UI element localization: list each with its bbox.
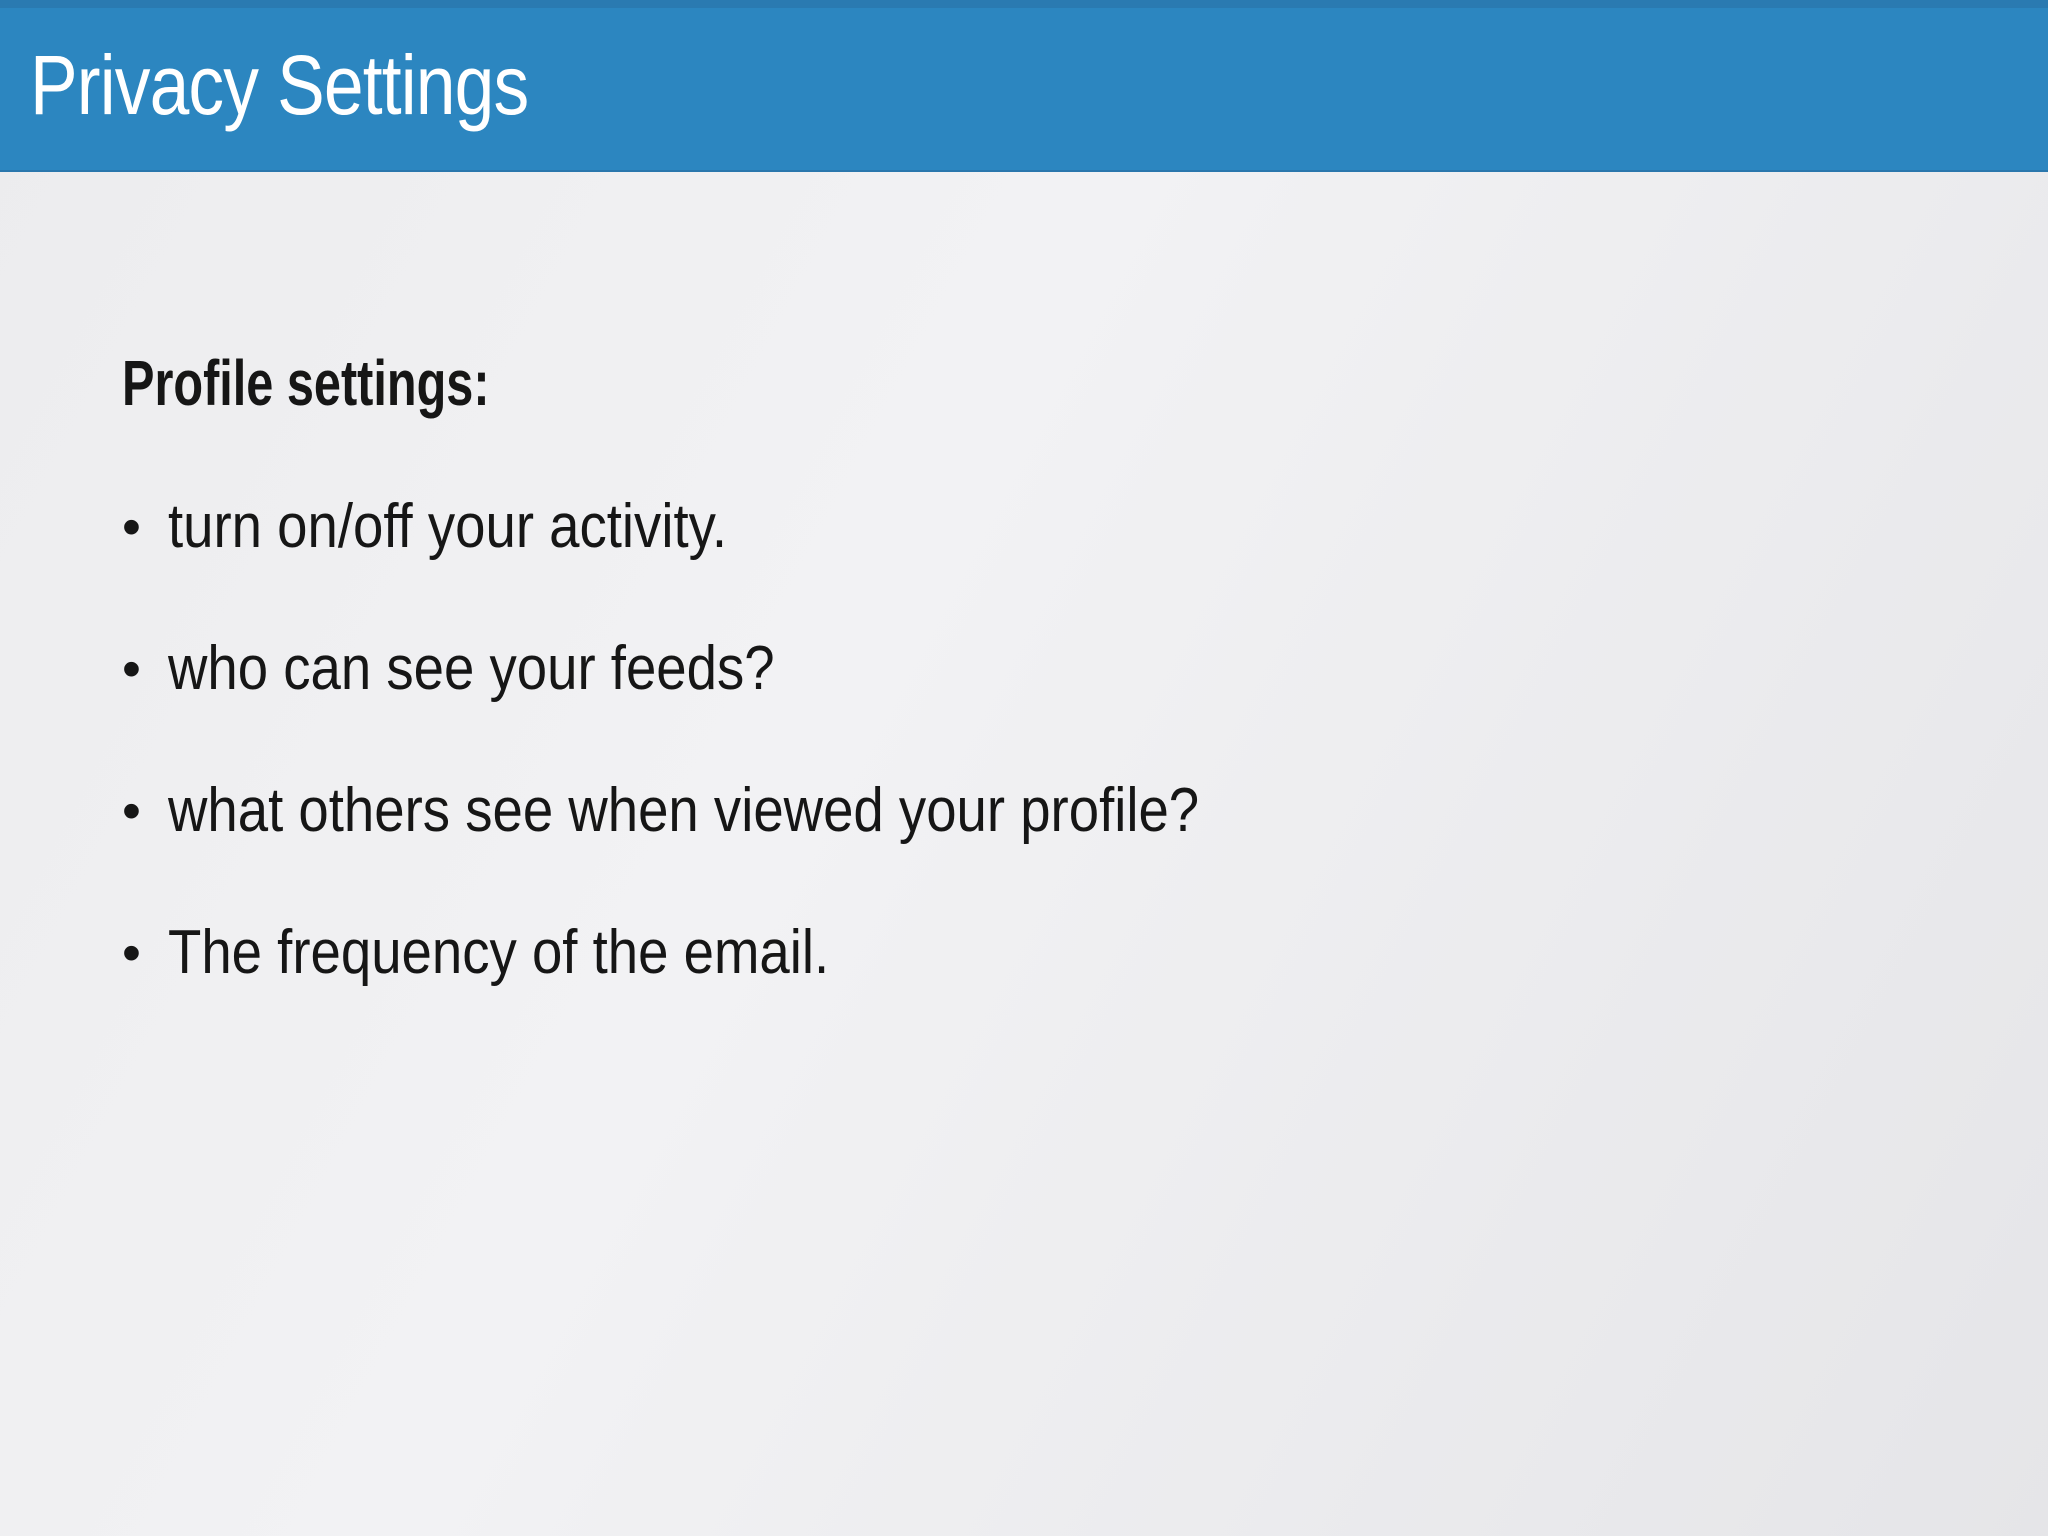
slide-body [122, 348, 1968, 1060]
bullet-item [122, 918, 1968, 988]
bullet-item [122, 634, 1968, 704]
page-title [30, 0, 616, 170]
section-heading-text: Profile settings: [122, 347, 490, 419]
section-heading [122, 348, 1968, 418]
bullet-marker: • [122, 923, 141, 983]
bullet-marker: • [122, 497, 141, 557]
bullet-text: what others see when viewed your profile? [168, 776, 1200, 845]
bullet-marker: • [122, 639, 141, 699]
bullet-text: The frequency of the email. [168, 918, 830, 987]
bullet-item [122, 776, 1968, 846]
bullet-text: turn on/off your activity. [168, 492, 728, 561]
header-bar [0, 0, 2048, 172]
bullet-marker: • [122, 781, 141, 841]
bullet-list [122, 492, 1968, 988]
bullet-text: who can see your feeds? [168, 634, 775, 703]
bullet-item [122, 492, 1968, 562]
page-title-text: Privacy Settings [30, 37, 529, 132]
